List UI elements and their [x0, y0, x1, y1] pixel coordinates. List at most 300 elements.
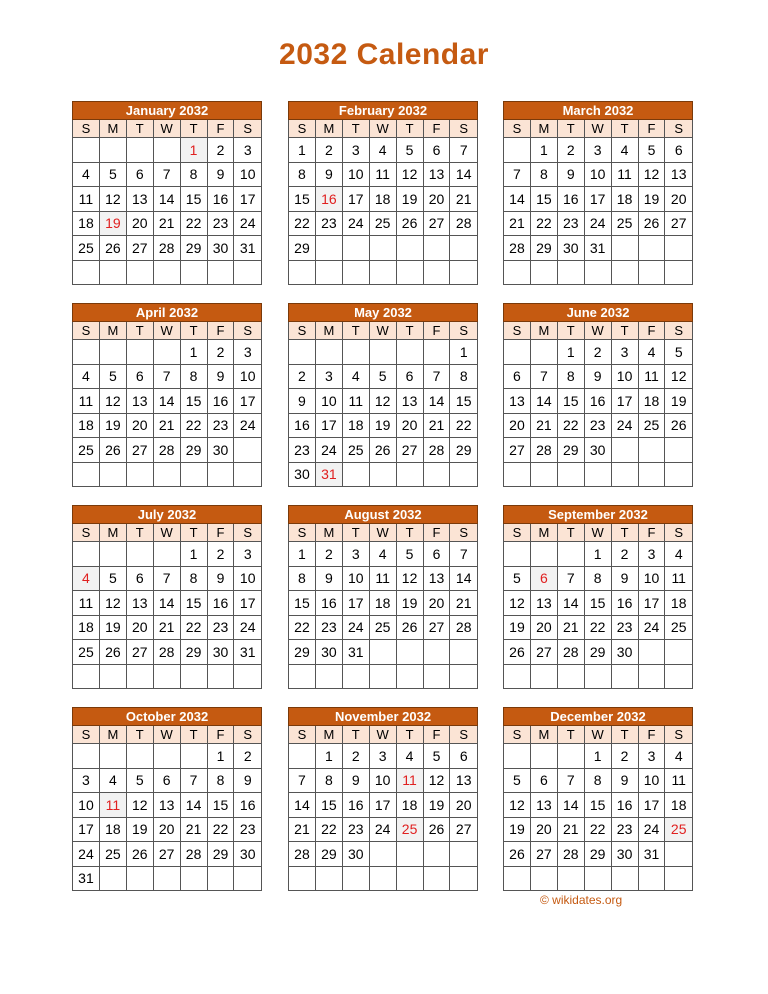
- empty-cell: [99, 462, 126, 487]
- empty-cell: [450, 664, 478, 689]
- day-cell: 14: [557, 591, 584, 616]
- day-cell: 19: [99, 413, 126, 438]
- day-cell: 19: [396, 591, 423, 616]
- weekday-label: T: [611, 120, 638, 138]
- day-cell: 6: [126, 162, 153, 187]
- day-cell: 26: [99, 640, 126, 665]
- empty-cell: [99, 260, 126, 285]
- day-cell: 27: [126, 438, 153, 463]
- day-cell: 1: [584, 542, 611, 567]
- day-cell: 6: [126, 364, 153, 389]
- empty-cell: [342, 866, 369, 891]
- weekday-label: W: [153, 322, 180, 340]
- empty-cell: [73, 138, 100, 163]
- day-cell: 10: [234, 566, 262, 591]
- weekday-label: T: [611, 524, 638, 542]
- day-cell: 31: [638, 842, 665, 867]
- day-cell: 19: [638, 187, 665, 212]
- day-cell: 8: [584, 768, 611, 793]
- month-calendar: [288, 505, 478, 689]
- weekday-label: M: [99, 322, 126, 340]
- day-cell: 29: [584, 640, 611, 665]
- day-cell: 25: [665, 817, 693, 842]
- day-cell: 25: [73, 236, 100, 261]
- day-cell: 7: [180, 768, 207, 793]
- empty-cell: [153, 462, 180, 487]
- month-title: November 2032: [289, 708, 478, 726]
- day-cell: 25: [342, 438, 369, 463]
- weekday-label: W: [369, 322, 396, 340]
- day-cell: 8: [557, 364, 584, 389]
- weekday-label: S: [504, 524, 531, 542]
- weekday-label: S: [450, 322, 478, 340]
- empty-cell: [342, 664, 369, 689]
- empty-cell: [665, 640, 693, 665]
- empty-cell: [180, 744, 207, 769]
- day-cell: 30: [289, 462, 316, 487]
- day-cell: 14: [530, 389, 557, 414]
- day-cell: 11: [369, 162, 396, 187]
- day-cell: 11: [369, 566, 396, 591]
- weekday-label: W: [584, 726, 611, 744]
- empty-cell: [450, 462, 478, 487]
- month-calendar: [288, 303, 478, 487]
- day-cell: 7: [423, 364, 450, 389]
- day-cell: 22: [450, 413, 478, 438]
- day-cell: 29: [450, 438, 478, 463]
- day-cell: 8: [530, 162, 557, 187]
- month-title: January 2032: [73, 102, 262, 120]
- day-cell: 26: [504, 640, 531, 665]
- empty-cell: [665, 260, 693, 285]
- month-title: February 2032: [289, 102, 478, 120]
- day-cell: 25: [638, 413, 665, 438]
- day-cell: 3: [234, 138, 262, 163]
- day-cell: 25: [665, 615, 693, 640]
- empty-cell: [611, 260, 638, 285]
- day-cell: 15: [180, 591, 207, 616]
- empty-cell: [315, 236, 342, 261]
- day-cell: 2: [207, 542, 234, 567]
- empty-cell: [584, 866, 611, 891]
- empty-cell: [450, 640, 478, 665]
- day-cell: 26: [396, 211, 423, 236]
- empty-cell: [180, 462, 207, 487]
- empty-cell: [342, 340, 369, 365]
- day-cell: 1: [207, 744, 234, 769]
- empty-cell: [315, 260, 342, 285]
- day-cell: 22: [557, 413, 584, 438]
- day-cell: 20: [153, 817, 180, 842]
- day-cell: 30: [207, 236, 234, 261]
- day-cell: 19: [665, 389, 693, 414]
- day-cell: 3: [234, 340, 262, 365]
- day-cell: 10: [611, 364, 638, 389]
- empty-cell: [611, 438, 638, 463]
- weekday-label: S: [665, 726, 693, 744]
- weekday-label: S: [73, 120, 100, 138]
- empty-cell: [557, 744, 584, 769]
- day-cell: 10: [638, 768, 665, 793]
- month-calendar: [72, 101, 262, 285]
- day-cell: 6: [423, 138, 450, 163]
- weekday-label: W: [369, 726, 396, 744]
- day-cell: 8: [289, 566, 316, 591]
- day-cell: 24: [234, 615, 262, 640]
- day-cell: 31: [73, 866, 100, 891]
- day-cell: 9: [234, 768, 262, 793]
- weekday-label: M: [530, 726, 557, 744]
- weekday-label: S: [504, 322, 531, 340]
- day-cell: 9: [342, 768, 369, 793]
- weekday-label: T: [557, 726, 584, 744]
- weekday-label: S: [234, 524, 262, 542]
- empty-cell: [289, 744, 316, 769]
- day-cell: 25: [611, 211, 638, 236]
- day-cell: 22: [584, 817, 611, 842]
- weekday-label: S: [289, 726, 316, 744]
- day-cell: 29: [180, 236, 207, 261]
- empty-cell: [396, 842, 423, 867]
- day-cell: 1: [180, 340, 207, 365]
- day-cell: 6: [504, 364, 531, 389]
- weekday-label: T: [180, 726, 207, 744]
- day-cell: 1: [180, 138, 207, 163]
- day-cell: 18: [638, 389, 665, 414]
- day-cell: 4: [73, 162, 100, 187]
- day-cell: 13: [530, 793, 557, 818]
- day-cell: 24: [234, 211, 262, 236]
- day-cell: 22: [315, 817, 342, 842]
- day-cell: 24: [611, 413, 638, 438]
- weekday-label: S: [665, 322, 693, 340]
- empty-cell: [423, 260, 450, 285]
- day-cell: 12: [665, 364, 693, 389]
- weekday-label: S: [234, 322, 262, 340]
- day-cell: 14: [153, 591, 180, 616]
- empty-cell: [423, 664, 450, 689]
- empty-cell: [99, 744, 126, 769]
- day-cell: 1: [584, 744, 611, 769]
- day-cell: 2: [315, 138, 342, 163]
- day-cell: 9: [207, 364, 234, 389]
- day-cell: 12: [638, 162, 665, 187]
- day-cell: 20: [665, 187, 693, 212]
- day-cell: 31: [315, 462, 342, 487]
- empty-cell: [557, 462, 584, 487]
- day-cell: 24: [315, 438, 342, 463]
- day-cell: 5: [665, 340, 693, 365]
- day-cell: 15: [530, 187, 557, 212]
- day-cell: 22: [207, 817, 234, 842]
- empty-cell: [530, 664, 557, 689]
- empty-cell: [611, 236, 638, 261]
- empty-cell: [530, 462, 557, 487]
- month-title: March 2032: [504, 102, 693, 120]
- day-cell: 2: [234, 744, 262, 769]
- day-cell: 11: [396, 768, 423, 793]
- empty-cell: [369, 640, 396, 665]
- empty-cell: [450, 236, 478, 261]
- day-cell: 24: [638, 817, 665, 842]
- day-cell: 5: [504, 566, 531, 591]
- day-cell: 1: [180, 542, 207, 567]
- empty-cell: [153, 664, 180, 689]
- day-cell: 28: [423, 438, 450, 463]
- empty-cell: [73, 664, 100, 689]
- day-cell: 21: [557, 817, 584, 842]
- day-cell: 28: [153, 640, 180, 665]
- day-cell: 2: [207, 340, 234, 365]
- day-cell: 13: [126, 389, 153, 414]
- day-cell: 4: [396, 744, 423, 769]
- day-cell: 29: [289, 236, 316, 261]
- weekday-label: F: [638, 726, 665, 744]
- empty-cell: [153, 260, 180, 285]
- day-cell: 18: [73, 413, 100, 438]
- day-cell: 14: [289, 793, 316, 818]
- day-cell: 30: [207, 640, 234, 665]
- day-cell: 14: [180, 793, 207, 818]
- day-cell: 25: [73, 438, 100, 463]
- day-cell: 23: [207, 615, 234, 640]
- day-cell: 11: [638, 364, 665, 389]
- empty-cell: [638, 664, 665, 689]
- day-cell: 20: [126, 211, 153, 236]
- month-calendar: [72, 707, 262, 891]
- day-cell: 26: [638, 211, 665, 236]
- day-cell: 21: [423, 413, 450, 438]
- day-cell: 27: [530, 640, 557, 665]
- month-title: May 2032: [289, 304, 478, 322]
- day-cell: 2: [611, 542, 638, 567]
- day-cell: 5: [126, 768, 153, 793]
- day-cell: 9: [289, 389, 316, 414]
- day-cell: 18: [73, 615, 100, 640]
- empty-cell: [207, 866, 234, 891]
- day-cell: 27: [126, 236, 153, 261]
- empty-cell: [126, 664, 153, 689]
- day-cell: 26: [369, 438, 396, 463]
- empty-cell: [234, 462, 262, 487]
- day-cell: 3: [315, 364, 342, 389]
- day-cell: 19: [126, 817, 153, 842]
- day-cell: 19: [99, 615, 126, 640]
- day-cell: 19: [504, 817, 531, 842]
- weekday-label: S: [450, 120, 478, 138]
- month-calendar: [72, 505, 262, 689]
- empty-cell: [369, 842, 396, 867]
- empty-cell: [180, 866, 207, 891]
- weekday-label: S: [234, 726, 262, 744]
- day-cell: 14: [423, 389, 450, 414]
- day-cell: 13: [126, 187, 153, 212]
- day-cell: 25: [99, 842, 126, 867]
- day-cell: 28: [504, 236, 531, 261]
- empty-cell: [504, 340, 531, 365]
- weekday-label: T: [180, 120, 207, 138]
- day-cell: 20: [126, 615, 153, 640]
- day-cell: 21: [289, 817, 316, 842]
- day-cell: 10: [234, 364, 262, 389]
- day-cell: 12: [396, 566, 423, 591]
- weekday-label: W: [153, 120, 180, 138]
- weekday-label: M: [315, 322, 342, 340]
- day-cell: 18: [369, 187, 396, 212]
- day-cell: 15: [584, 793, 611, 818]
- day-cell: 7: [557, 768, 584, 793]
- day-cell: 11: [665, 768, 693, 793]
- day-cell: 28: [153, 438, 180, 463]
- day-cell: 16: [584, 389, 611, 414]
- day-cell: 16: [207, 187, 234, 212]
- day-cell: 17: [234, 187, 262, 212]
- day-cell: 7: [450, 542, 478, 567]
- day-cell: 23: [315, 211, 342, 236]
- empty-cell: [584, 462, 611, 487]
- day-cell: 27: [153, 842, 180, 867]
- copyright-footer: © wikidates.org: [540, 893, 623, 907]
- day-cell: 23: [207, 211, 234, 236]
- day-cell: 27: [530, 842, 557, 867]
- day-cell: 21: [450, 591, 478, 616]
- empty-cell: [126, 462, 153, 487]
- day-cell: 15: [180, 389, 207, 414]
- weekday-label: F: [638, 524, 665, 542]
- day-cell: 17: [638, 591, 665, 616]
- weekday-label: F: [423, 322, 450, 340]
- empty-cell: [665, 866, 693, 891]
- empty-cell: [180, 260, 207, 285]
- day-cell: 6: [396, 364, 423, 389]
- day-cell: 4: [611, 138, 638, 163]
- day-cell: 3: [342, 542, 369, 567]
- day-cell: 24: [369, 817, 396, 842]
- empty-cell: [423, 236, 450, 261]
- day-cell: 21: [153, 211, 180, 236]
- empty-cell: [504, 138, 531, 163]
- empty-cell: [665, 462, 693, 487]
- day-cell: 27: [504, 438, 531, 463]
- day-cell: 15: [180, 187, 207, 212]
- weekday-label: W: [584, 524, 611, 542]
- empty-cell: [126, 340, 153, 365]
- day-cell: 7: [153, 364, 180, 389]
- day-cell: 17: [234, 591, 262, 616]
- day-cell: 23: [611, 615, 638, 640]
- empty-cell: [153, 138, 180, 163]
- weekday-label: T: [396, 524, 423, 542]
- day-cell: 10: [638, 566, 665, 591]
- day-cell: 8: [180, 364, 207, 389]
- day-cell: 28: [450, 615, 478, 640]
- empty-cell: [234, 438, 262, 463]
- empty-cell: [396, 664, 423, 689]
- weekday-label: S: [665, 524, 693, 542]
- day-cell: 12: [126, 793, 153, 818]
- day-cell: 6: [450, 744, 478, 769]
- day-cell: 24: [584, 211, 611, 236]
- day-cell: 28: [289, 842, 316, 867]
- empty-cell: [73, 340, 100, 365]
- day-cell: 19: [504, 615, 531, 640]
- weekday-label: M: [315, 120, 342, 138]
- day-cell: 20: [504, 413, 531, 438]
- day-cell: 30: [315, 640, 342, 665]
- weekday-label: S: [73, 524, 100, 542]
- empty-cell: [99, 664, 126, 689]
- day-cell: 11: [611, 162, 638, 187]
- day-cell: 3: [234, 542, 262, 567]
- empty-cell: [289, 260, 316, 285]
- month-calendar: [503, 101, 693, 285]
- day-cell: 3: [638, 744, 665, 769]
- day-cell: 24: [73, 842, 100, 867]
- day-cell: 5: [638, 138, 665, 163]
- empty-cell: [557, 542, 584, 567]
- empty-cell: [369, 866, 396, 891]
- day-cell: 18: [342, 413, 369, 438]
- weekday-label: T: [557, 524, 584, 542]
- day-cell: 30: [234, 842, 262, 867]
- day-cell: 28: [557, 640, 584, 665]
- month-calendar: [503, 707, 693, 891]
- empty-cell: [423, 340, 450, 365]
- weekday-label: S: [504, 120, 531, 138]
- day-cell: 18: [665, 591, 693, 616]
- day-cell: 18: [396, 793, 423, 818]
- day-cell: 5: [396, 542, 423, 567]
- day-cell: 29: [557, 438, 584, 463]
- empty-cell: [423, 640, 450, 665]
- day-cell: 24: [342, 211, 369, 236]
- day-cell: 27: [396, 438, 423, 463]
- empty-cell: [99, 866, 126, 891]
- month-title: July 2032: [73, 506, 262, 524]
- weekday-label: T: [611, 322, 638, 340]
- weekday-label: T: [557, 322, 584, 340]
- day-cell: 16: [315, 187, 342, 212]
- day-cell: 15: [557, 389, 584, 414]
- weekday-label: T: [342, 524, 369, 542]
- day-cell: 6: [126, 566, 153, 591]
- empty-cell: [369, 236, 396, 261]
- day-cell: 15: [289, 591, 316, 616]
- day-cell: 17: [611, 389, 638, 414]
- day-cell: 11: [73, 389, 100, 414]
- day-cell: 16: [315, 591, 342, 616]
- day-cell: 20: [396, 413, 423, 438]
- day-cell: 30: [342, 842, 369, 867]
- empty-cell: [126, 744, 153, 769]
- day-cell: 5: [396, 138, 423, 163]
- empty-cell: [611, 462, 638, 487]
- day-cell: 8: [180, 566, 207, 591]
- day-cell: 26: [396, 615, 423, 640]
- empty-cell: [611, 664, 638, 689]
- day-cell: 29: [289, 640, 316, 665]
- day-cell: 15: [584, 591, 611, 616]
- empty-cell: [73, 744, 100, 769]
- empty-cell: [530, 340, 557, 365]
- empty-cell: [504, 462, 531, 487]
- empty-cell: [423, 462, 450, 487]
- empty-cell: [530, 866, 557, 891]
- day-cell: 10: [584, 162, 611, 187]
- day-cell: 1: [450, 340, 478, 365]
- empty-cell: [126, 542, 153, 567]
- day-cell: 18: [99, 817, 126, 842]
